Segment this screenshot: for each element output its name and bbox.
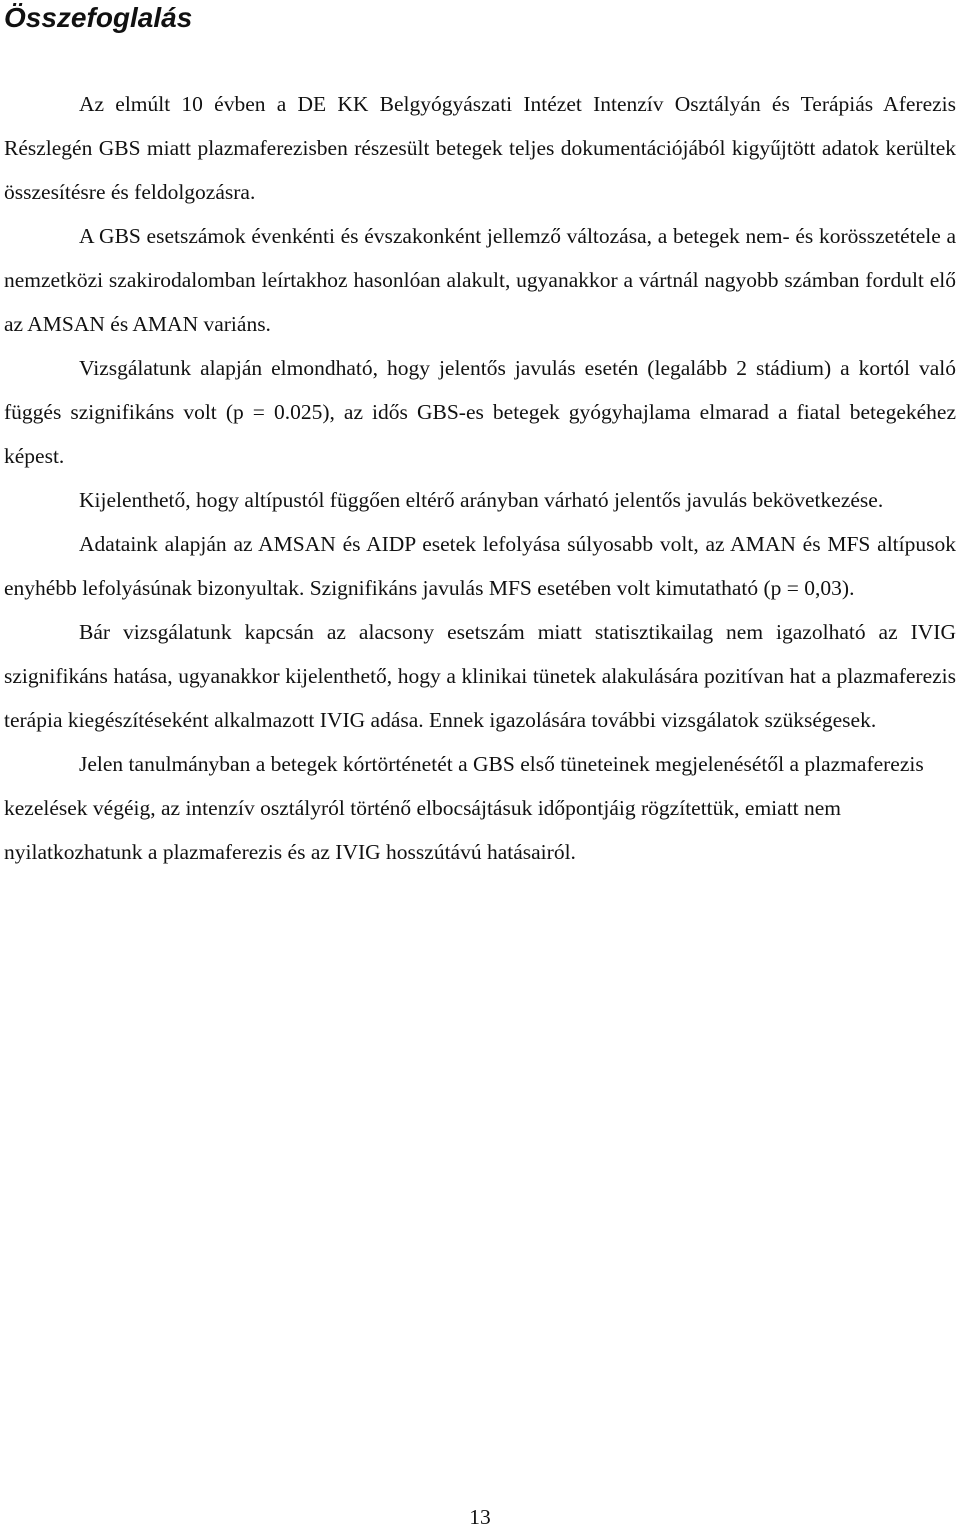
section-heading: Összefoglalás (4, 2, 193, 33)
paragraph-ivig-effect: Bár vizsgálatunk kapcsán az alacsony esetszám miatt statisztikailag nem igazolható az IVIG szignifikáns hatása, ugyanakkor kijelenthető, hogy a klinikai tünetek alakulására pozitívan hat a plazmaferezis terápia kiegészítéseként alkalmazott IVIG adása. Ennek igazolására további vizsgálatok szükségesek. (4, 620, 956, 732)
summary-body (4, 82, 956, 874)
paragraph-subtype-improvement: Kijelenthető, hogy altípustól függően eltérő arányban várható jelentős javulás bekövetkezése. (79, 488, 884, 512)
paragraph-study-limitation: Jelen tanulmányban a betegek kórtörténetét a GBS első tüneteinek megjelenésétől a plazmaferezis kezelések végéig, az intenzív osztályról történő elbocsájtásuk időpontjáig rögzítettük, emiatt nem nyilatkozhatunk a plazmaferezis és az IVIG hosszútávú hatásairól. (4, 752, 924, 864)
page-number: 13 (469, 1505, 491, 1529)
paragraph-data-collection: Az elmúlt 10 évben a DE KK Belgyógyászati Intézet Intenzív Osztályán és Terápiás Aferezis Részlegén GBS miatt plazmaferezisben részesült betegek teljes dokumentációjából kigyűjtött adatok kerültek összesítésre és feldolgozásra. (4, 92, 956, 204)
paragraph-subtype-severity: Adataink alapján az AMSAN és AIDP esetek lefolyása súlyosabb volt, az AMAN és MFS altípusok enyhébb lefolyásúnak bizonyultak. Szignifikáns javulás MFS esetében volt kimutatható (p = 0,03). (4, 532, 956, 600)
paragraph-age-dependence: Vizsgálatunk alapján elmondható, hogy jelentős javulás esetén (legalább 2 stádium) a kortól való függés szignifikáns volt (p = 0.025), az idős GBS-es betegek gyógyhajlama elmarad a fiatal betegekéhez képest. (4, 356, 956, 468)
paragraph-case-distribution: A GBS esetszámok évenkénti és évszakonként jellemző változása, a betegek nem- és korösszetétele a nemzetközi szakirodalomban leírtakhoz hasonlóan alakult, ugyanakkor a vártnál nagyobb számban fordult elő az AMSAN és AMAN variáns. (4, 224, 956, 336)
